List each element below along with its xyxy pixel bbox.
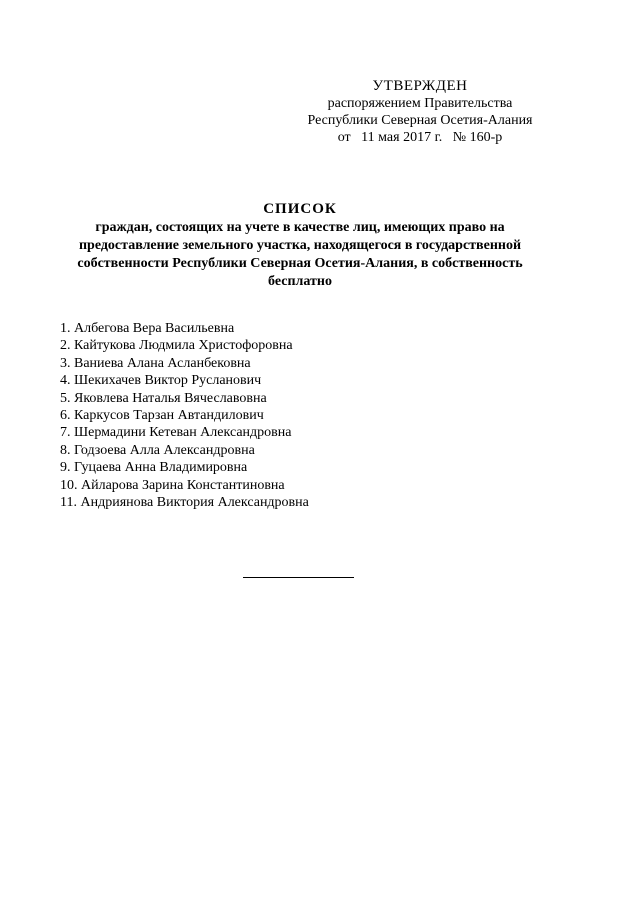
end-divider [243,577,354,578]
document-title: СПИСОК [263,201,337,217]
list-item: 10. Айларова Зарина Константиновна [60,477,285,493]
list-item: 4. Шекихачев Виктор Русланович [60,373,262,389]
approved-label: УТВЕРЖДЕН [372,78,468,94]
list-item: 6. Каркусов Тарзан Автандилович [60,408,264,424]
document-title-block [55,200,545,291]
subtitle-line-4: бесплатно [268,274,332,289]
subtitle-line-1: граждан, состоящих на учете в качестве лиц, имеющих право на [95,220,505,235]
approval-line-2: Республики Северная Осетия-Алания [307,113,533,128]
approval-date: 11 мая 2017 г. [361,130,443,145]
subtitle-line-2: предоставление земельного участка, находящегося в государственной [78,238,522,253]
approval-date-line [290,129,550,146]
list-item: 3. Ваниева Алана Асланбековна [60,355,251,371]
citizens-list [60,320,309,511]
list-item: 8. Годзоева Алла Александровна [60,442,255,458]
list-item: 11. Андриянова Виктория Александровна [60,495,309,511]
subtitle-line-3: собственности Республики Северная Осетия-Алания, в собственность [77,256,523,271]
approval-number: № 160-р [452,130,503,145]
approval-line-1: распоряжением Правительства [327,96,513,111]
list-item: 9. Гуцаева Анна Владимировна [60,460,248,476]
list-item: 7. Шермадини Кетеван Александровна [60,425,292,441]
approval-stamp [290,78,550,146]
date-prefix: от [337,130,351,145]
list-item: 1. Албегова Вера Васильевна [60,321,235,336]
list-item: 2. Кайтукова Людмила Христофоровна [60,338,293,354]
list-item: 5. Яковлева Наталья Вячеславовна [60,390,267,406]
